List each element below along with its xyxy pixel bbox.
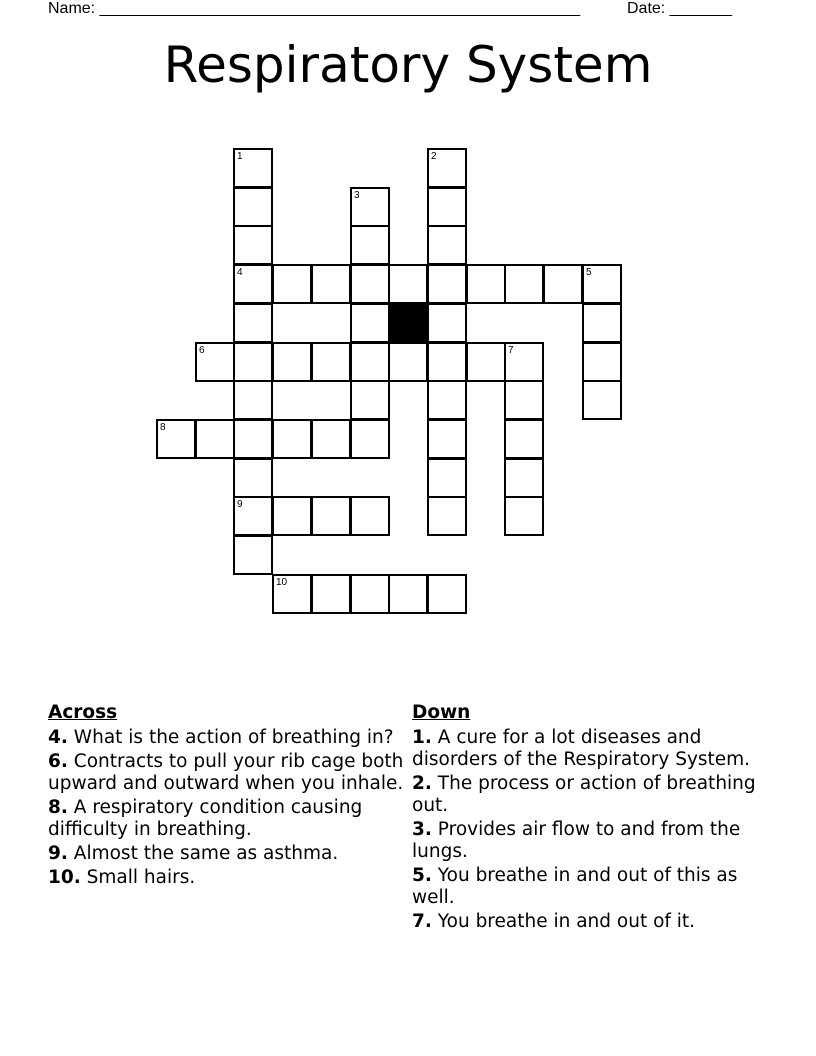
date-field-label[interactable]: Date: _______ [627, 0, 732, 17]
grid-cell[interactable] [233, 380, 273, 420]
clue-across-10 [48, 867, 408, 889]
clue-number: 6. [48, 751, 68, 772]
name-field-label[interactable]: Name: ______________________________________________________ [48, 0, 581, 17]
grid-cell[interactable] [272, 496, 312, 536]
clue-text: Small hairs. [86, 867, 196, 888]
grid-cell[interactable] [233, 342, 273, 382]
clue-text: Almost the same as asthma. [73, 843, 339, 864]
clue-text: You breathe in and out of this as well. [412, 865, 738, 908]
clue-number-label: 9 [237, 499, 243, 510]
worksheet-header [48, 0, 748, 20]
clue-number-label: 3 [354, 190, 360, 201]
grid-cell[interactable] [233, 148, 273, 188]
grid-cell[interactable] [350, 303, 390, 343]
grid-cell[interactable] [582, 380, 622, 420]
clue-number: 9. [48, 843, 68, 864]
clue-number: 10. [48, 867, 81, 888]
clue-number: 5. [412, 865, 432, 886]
grid-cell[interactable] [427, 342, 467, 382]
grid-cell[interactable] [350, 574, 390, 614]
grid-cell[interactable] [311, 496, 351, 536]
clue-across-8 [48, 797, 408, 841]
clue-text: A cure for a lot diseases and disorders of the Respiratory System. [412, 727, 751, 770]
clue-text: The process or action of breathing out. [412, 773, 756, 816]
grid-cell[interactable] [272, 574, 312, 614]
grid-cell[interactable] [582, 264, 622, 304]
grid-cell[interactable] [311, 342, 351, 382]
grid-cell[interactable] [427, 496, 467, 536]
grid-cell[interactable] [427, 380, 467, 420]
grid-cell[interactable] [311, 574, 351, 614]
grid-cell[interactable] [504, 496, 544, 536]
grid-cell[interactable] [195, 419, 235, 459]
clue-number-label: 10 [276, 577, 288, 588]
clue-number-label: 8 [160, 422, 166, 433]
clue-number-label: 1 [237, 151, 243, 162]
grid-cell[interactable] [233, 264, 273, 304]
grid-cell[interactable] [388, 342, 428, 382]
clue-number-label: 4 [237, 267, 243, 278]
across-clues [48, 701, 408, 891]
clue-number: 1. [412, 727, 432, 748]
grid-cell[interactable] [156, 419, 196, 459]
down-heading: Down [412, 702, 471, 723]
grid-cell[interactable] [233, 303, 273, 343]
grid-cell[interactable] [195, 342, 235, 382]
grid-cell[interactable] [350, 496, 390, 536]
grid-cell[interactable] [350, 342, 390, 382]
clue-text: A respiratory condition causing difficulty in breathing. [48, 797, 363, 840]
clue-number-label: 2 [431, 151, 437, 162]
blocked-cell [388, 303, 428, 343]
grid-cell[interactable] [427, 419, 467, 459]
clue-across-9 [48, 843, 408, 865]
clue-down-1 [412, 727, 772, 771]
clue-text: Contracts to pull your rib cage both upward and outward when you inhale. [48, 751, 404, 794]
grid-cell[interactable] [233, 419, 273, 459]
grid-cell[interactable] [233, 225, 273, 265]
clue-down-5 [412, 865, 772, 909]
grid-cell[interactable] [582, 303, 622, 343]
grid-cell[interactable] [543, 264, 583, 304]
clue-number: 2. [412, 773, 432, 794]
grid-cell[interactable] [233, 496, 273, 536]
clue-across-4 [48, 727, 408, 749]
grid-cell[interactable] [504, 342, 544, 382]
clue-number: 3. [412, 819, 432, 840]
grid-cell[interactable] [350, 380, 390, 420]
clue-text: Provides air flow to and from the lungs. [412, 819, 741, 862]
grid-cell[interactable] [233, 187, 273, 227]
grid-cell[interactable] [233, 535, 273, 575]
grid-cell[interactable] [504, 458, 544, 498]
clue-down-7 [412, 911, 772, 933]
grid-cell[interactable] [466, 264, 506, 304]
clue-across-6 [48, 751, 408, 795]
grid-cell[interactable] [427, 148, 467, 188]
grid-cell[interactable] [272, 342, 312, 382]
grid-cell[interactable] [427, 303, 467, 343]
grid-cell[interactable] [427, 264, 467, 304]
clue-down-2 [412, 773, 772, 817]
clue-number: 4. [48, 727, 68, 748]
grid-cell[interactable] [504, 380, 544, 420]
clue-number-label: 5 [586, 267, 592, 278]
grid-cell[interactable] [388, 574, 428, 614]
grid-cell[interactable] [504, 264, 544, 304]
grid-cell[interactable] [350, 187, 390, 227]
grid-cell[interactable] [466, 342, 506, 382]
grid-cell[interactable] [350, 225, 390, 265]
clue-text: What is the action of breathing in? [73, 727, 394, 748]
down-clues [412, 701, 772, 935]
grid-cell[interactable] [504, 419, 544, 459]
clue-down-3 [412, 819, 772, 863]
grid-cell[interactable] [427, 574, 467, 614]
grid-cell[interactable] [427, 187, 467, 227]
clue-number-label: 6 [199, 345, 205, 356]
grid-cell[interactable] [388, 264, 428, 304]
clue-number-label: 7 [508, 345, 514, 356]
grid-cell[interactable] [311, 264, 351, 304]
grid-cell[interactable] [311, 419, 351, 459]
grid-cell[interactable] [350, 419, 390, 459]
grid-cell[interactable] [350, 264, 390, 304]
grid-cell[interactable] [427, 458, 467, 498]
page-title: Respiratory System [163, 36, 653, 94]
grid-cell[interactable] [272, 419, 312, 459]
grid-cell[interactable] [233, 458, 273, 498]
clue-number: 8. [48, 797, 68, 818]
grid-cell[interactable] [582, 342, 622, 382]
grid-cell[interactable] [427, 225, 467, 265]
across-heading: Across [48, 702, 118, 723]
clue-text: You breathe in and out of it. [437, 911, 696, 932]
grid-cell[interactable] [272, 264, 312, 304]
clue-number: 7. [412, 911, 432, 932]
